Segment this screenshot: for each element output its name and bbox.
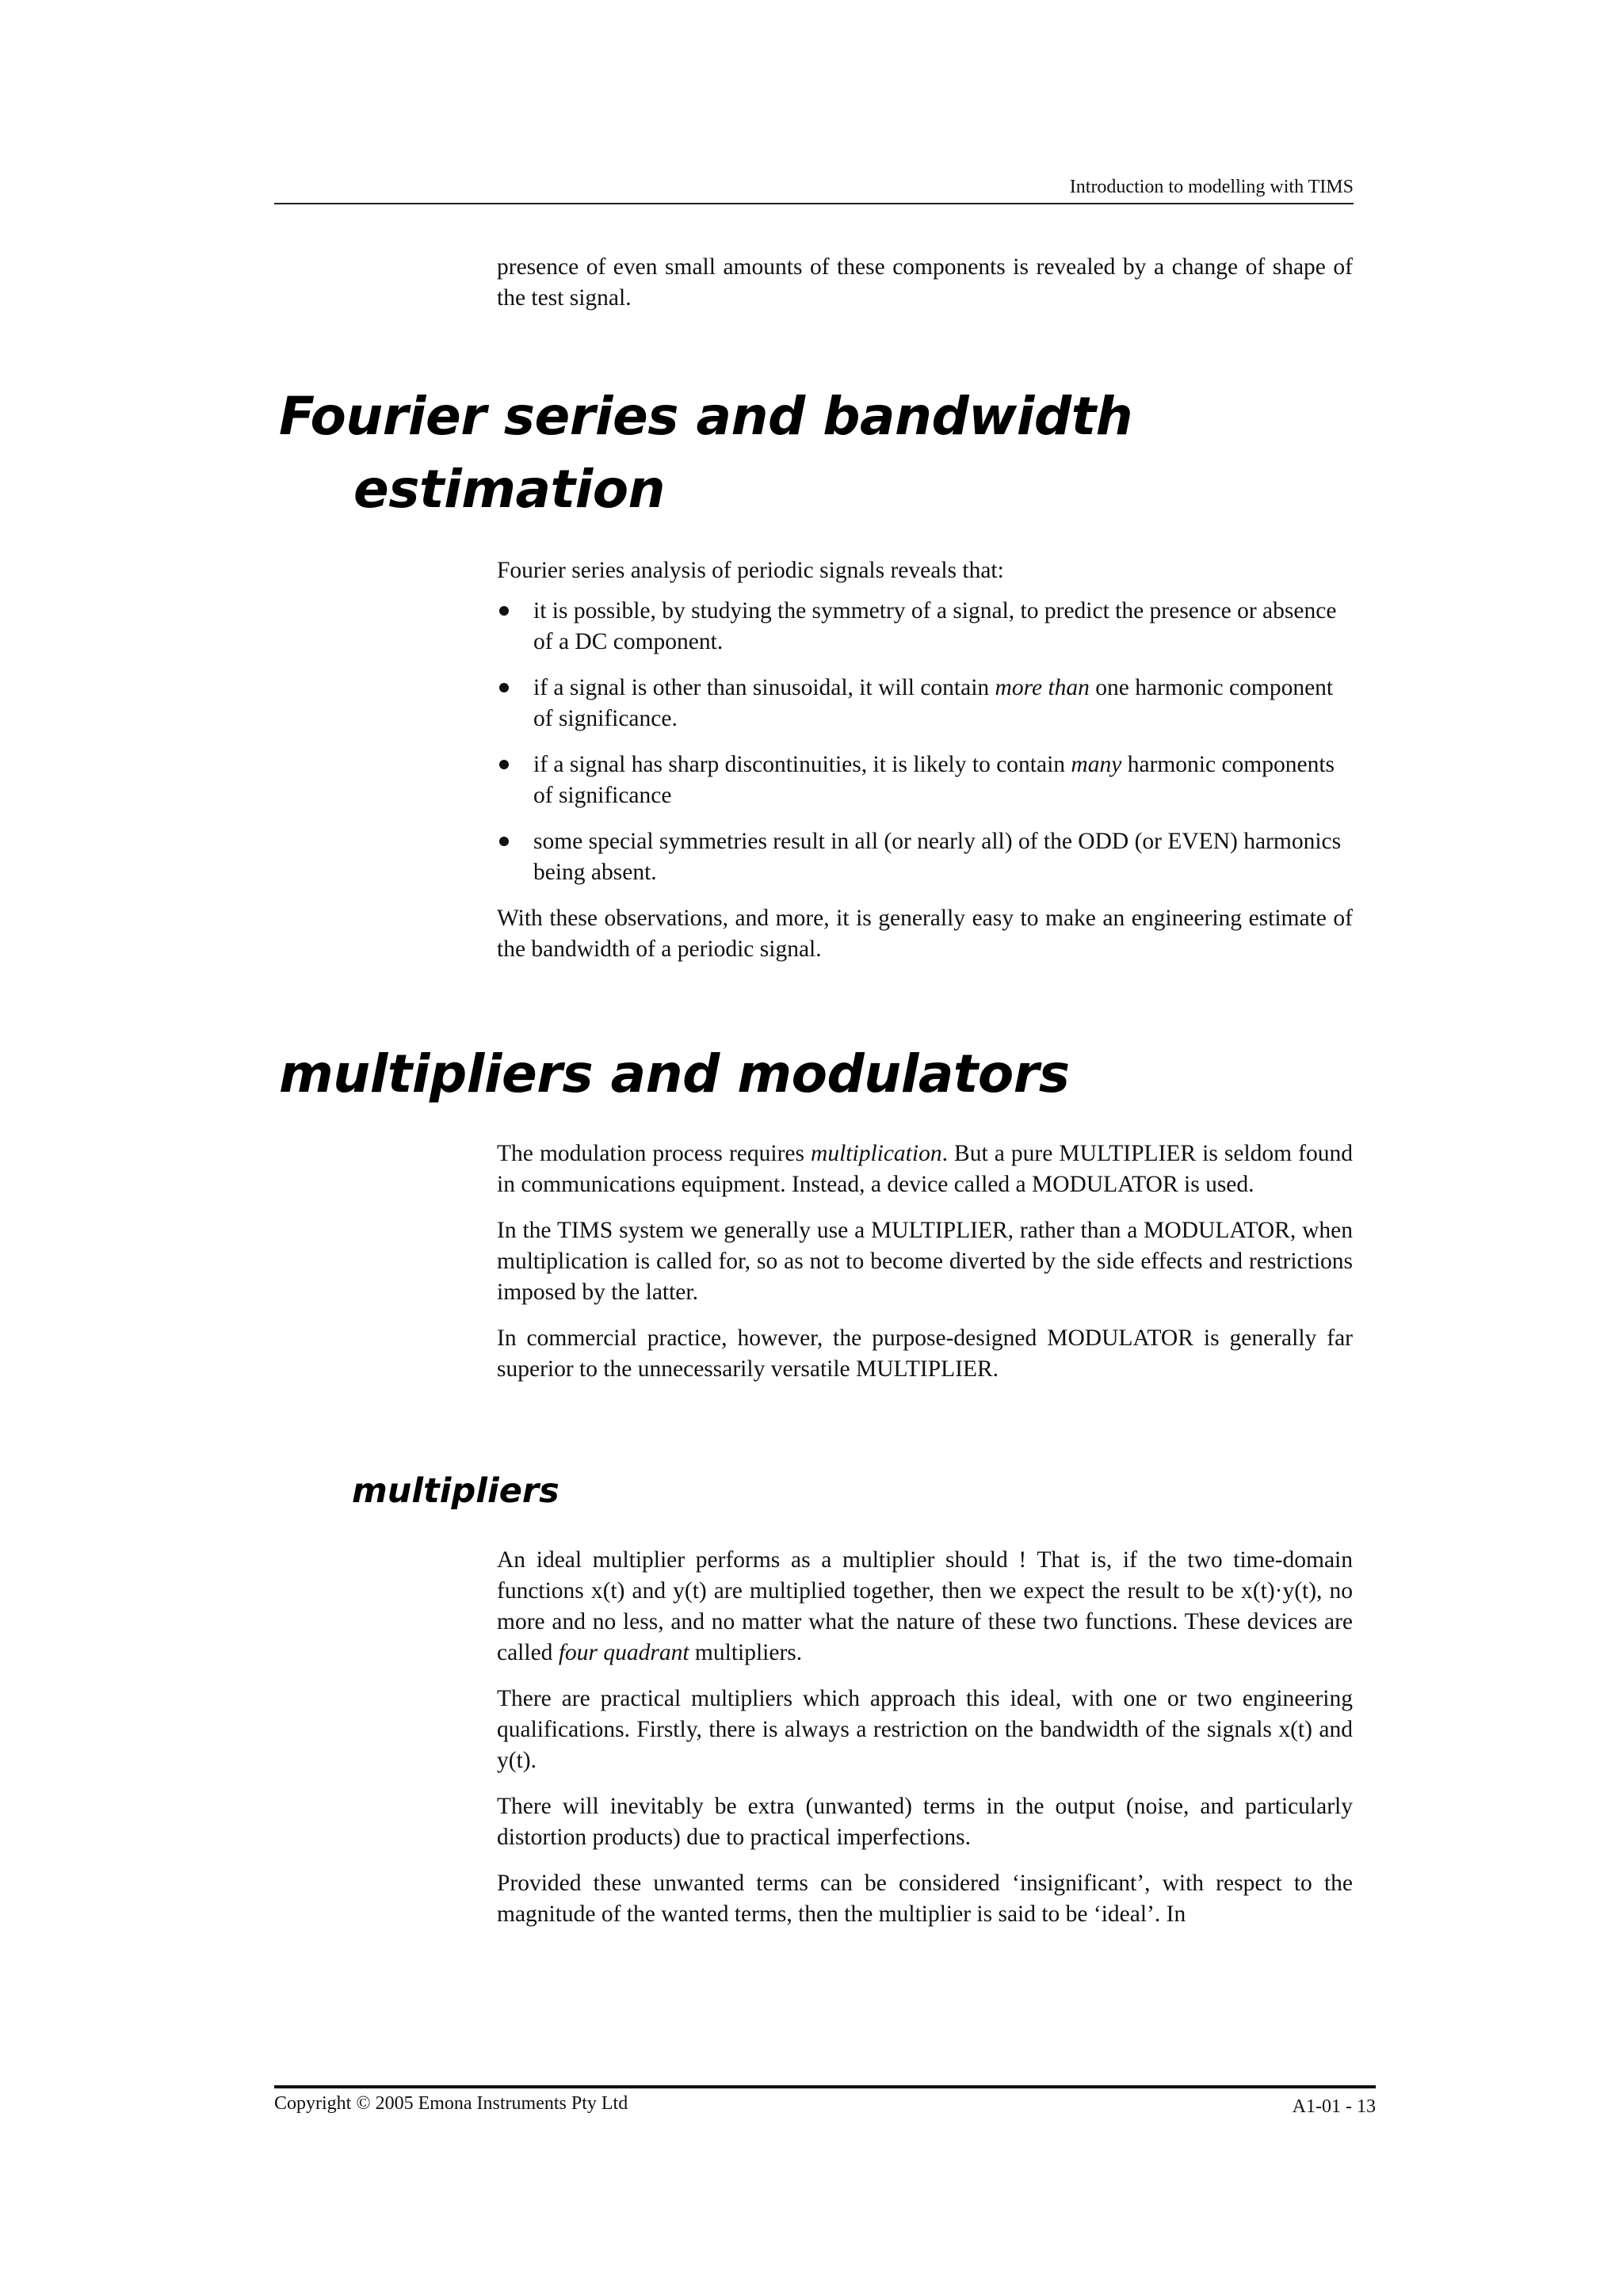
section-heading-multipliers-modulators: multipliers and modulators [279, 1043, 1070, 1104]
fourier-bullet-list [497, 596, 1353, 888]
list-item-text-post: harmonic components of significance [533, 752, 1335, 808]
footer-page-number: A1-01 - 13 [1292, 2096, 1376, 2117]
modulators-section-body [497, 1138, 1353, 1385]
modulators-paragraph-1 [497, 1138, 1353, 1200]
list-item [497, 826, 1353, 888]
section-heading-line-2: estimation [353, 459, 666, 520]
section-heading-fourier [279, 380, 1132, 526]
list-item [497, 673, 1353, 734]
modulators-paragraph-2: In the TIMS system we generally use a MULTIPLIER, rather than a MODULATOR, when multiplication is called for, so as not to become diverted by the side effects and restrictions imposed by the latter. [497, 1218, 1353, 1305]
paragraph-text-post: . But a pure MULTIPLIER is seldom found in communications equipment. Instead, a device called a MODULATOR is used. [497, 1141, 1353, 1197]
modulators-paragraph-3: In commercial practice, however, the purpose-designed MODULATOR is generally far superior to the unnecessarily versatile MULTIPLIER. [497, 1325, 1353, 1382]
footer-copyright: Copyright © 2005 Emona Instruments Pty Ltd [274, 2093, 628, 2114]
paragraph-text-pre: An ideal multiplier performs as a multiplier should ! That is, if the two time-domain functions x(t) and y(t) are multiplied together, then we expect the result to be x(t)·y(t), no more and no less, and no matter what the nature of these two functions. These devices are called [497, 1547, 1353, 1665]
list-item-text-pre: if a signal is other than sinusoidal, it will contain [533, 675, 995, 700]
subsection-heading-multipliers: multipliers [352, 1471, 559, 1511]
intro-paragraph: presence of even small amounts of these components is revealed by a change of shape of the test signal. [497, 254, 1353, 311]
paragraph-text-post: multipliers. [689, 1640, 803, 1665]
running-header-title: Introduction to modelling with TIMS [1069, 177, 1354, 197]
multipliers-paragraph-3: There will inevitably be extra (unwanted) terms in the output (noise, and particularly distortion products) due to practical imperfections. [497, 1794, 1353, 1850]
paragraph-text-pre: The modulation process requires [497, 1141, 812, 1166]
multipliers-paragraph-4: Provided these unwanted terms can be considered ‘insignificant’, with respect to the magnitude of the wanted terms, then the multiplier is said to be ‘ideal’. In [497, 1871, 1353, 1927]
bullet-dot-icon [499, 837, 509, 846]
multipliers-paragraph-2: There are practical multipliers which approach this ideal, with one or two engineering qualifications. Firstly, there is always a restriction on the bandwidth of the signals x(t) and y(t). [497, 1686, 1353, 1773]
fourier-section-body [497, 555, 1353, 965]
multipliers-subsection-body [497, 1545, 1353, 1930]
section-heading-line-1: Fourier series and bandwidth [279, 386, 1133, 447]
bullet-dot-icon [499, 683, 509, 692]
list-item-text-post: one harmonic component of significance. [533, 675, 1334, 731]
bullet-dot-icon [499, 606, 509, 616]
bullet-dot-icon [499, 760, 509, 769]
paragraph-emphasis: four quadrant [558, 1640, 689, 1665]
list-item-text: it is possible, by studying the symmetry of a signal, to predict the presence or absence of a DC component. [533, 598, 1337, 654]
list-item-emphasis: many [1071, 752, 1122, 777]
list-item [497, 749, 1353, 811]
list-item-emphasis: more than [995, 675, 1090, 700]
fourier-lead: Fourier series analysis of periodic signals reveals that: [497, 558, 1004, 583]
paragraph-emphasis: multiplication [811, 1141, 942, 1166]
list-item-text: some special symmetries result in all (or nearly all) of the ODD (or EVEN) harmonics being absent. [533, 829, 1342, 885]
running-footer [274, 2085, 1376, 2115]
list-item-text-pre: if a signal has sharp discontinuities, it is likely to contain [533, 752, 1071, 777]
list-item [497, 596, 1353, 658]
fourier-closing-paragraph: With these observations, and more, it is generally easy to make an engineering estimate of the bandwidth of a periodic signal. [497, 906, 1353, 962]
intro-block [497, 252, 1353, 314]
running-header [274, 176, 1354, 204]
multipliers-paragraph-1 [497, 1545, 1353, 1669]
